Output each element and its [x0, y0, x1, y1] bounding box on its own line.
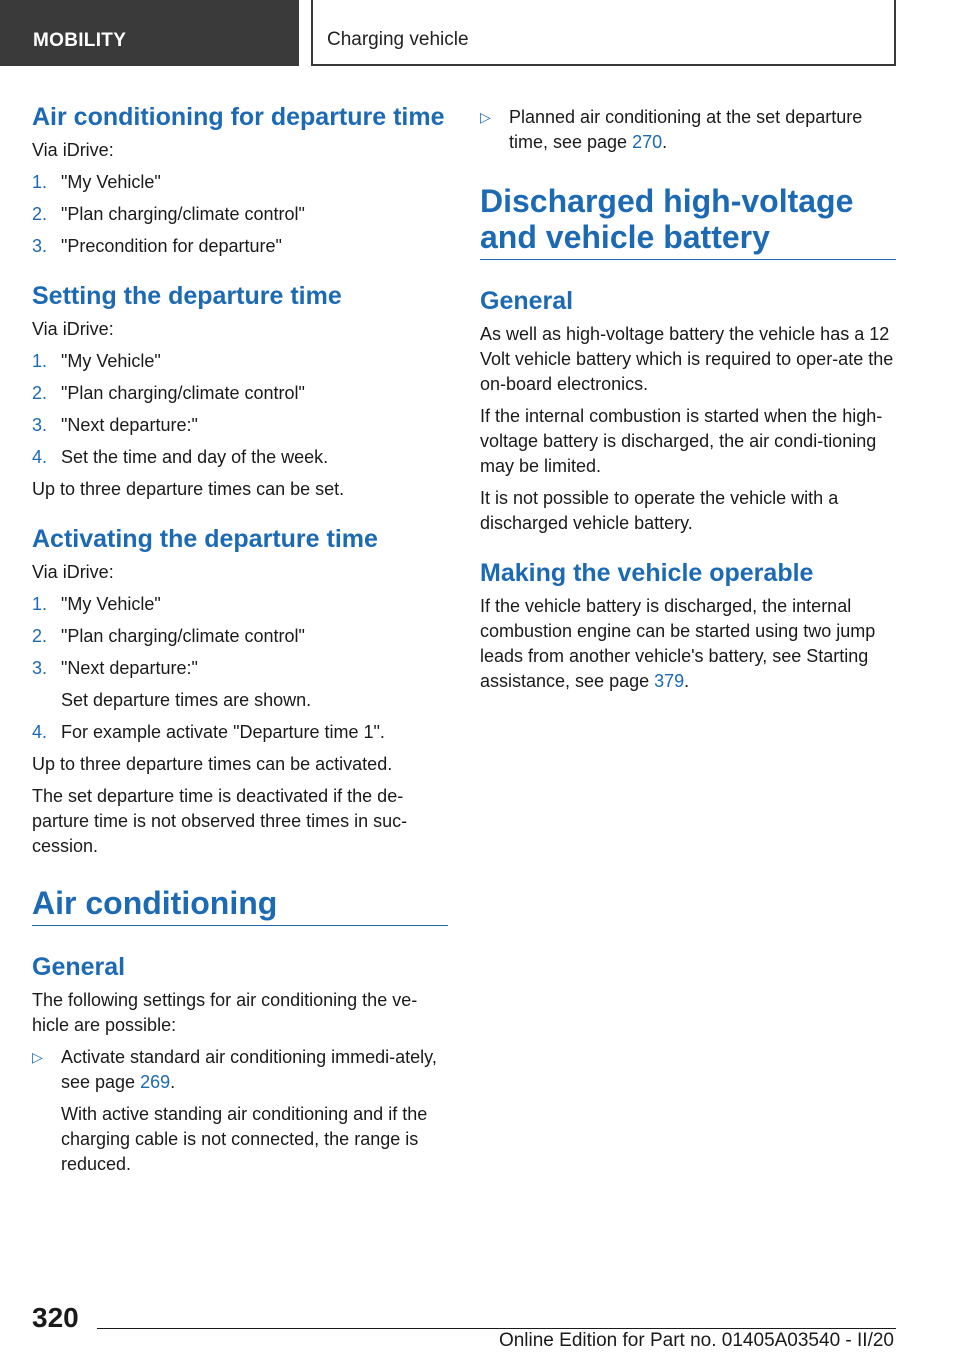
- list-item: 3. "Next departure:" Set departure times are shown.: [32, 658, 312, 710]
- list-item: 2. "Plan charging/climate control": [32, 383, 305, 403]
- intro-text: The following settings for air conditioning the ve-hicle are possible:: [32, 990, 418, 1035]
- intro-text: Via iDrive:: [32, 562, 114, 582]
- page-link-379[interactable]: 379: [654, 671, 685, 691]
- paragraph: It is not possible to operate the vehicle with a discharged vehicle battery.: [480, 488, 839, 533]
- steps-departure-ac: [32, 170, 448, 259]
- note-text: Up to three departure times can be activated.: [32, 754, 393, 774]
- right-column: [480, 100, 896, 694]
- heading-discharged-battery: Discharged high-voltage and vehicle battery: [480, 183, 896, 260]
- bullet-list-ac-cont: [480, 105, 896, 155]
- list-item: 1. "My Vehicle": [32, 351, 161, 371]
- list-item: ▷ Activate standard air conditioning immedi-ately, see page 269. With active standing air conditioning and if the charging cable is not connected, the range is reduced.: [32, 1047, 437, 1174]
- steps-activating-departure: [32, 592, 448, 745]
- page-link-270[interactable]: 270: [632, 132, 663, 152]
- list-item: 2. "Plan charging/climate control": [32, 626, 305, 646]
- list-item: ▷ Planned air conditioning at the set departure time, see page 270.: [480, 107, 863, 152]
- steps-setting-departure: [32, 349, 448, 470]
- list-item: 3. "Precondition for departure": [32, 236, 282, 256]
- subheading-general: General: [480, 287, 574, 315]
- intro-text: Via iDrive:: [32, 319, 114, 339]
- left-column: [32, 100, 448, 1184]
- note-text: The set departure time is deactivated if the de-parture time is not observed three times in suc-cession.: [32, 786, 408, 856]
- note-text: Up to three departure times can be set.: [32, 479, 345, 499]
- triangle-bullet-icon: ▷: [32, 1049, 43, 1065]
- intro-text: Via iDrive:: [32, 140, 114, 160]
- page-link-269[interactable]: 269: [140, 1072, 171, 1092]
- paragraph: If the vehicle battery is discharged, the internal combustion engine can be started using two jump leads from another vehicle's battery, see Starting assistance, see page 379.: [480, 596, 876, 691]
- heading-setting-departure: Setting the departure time: [32, 282, 342, 310]
- edition-text: Online Edition for Part no. 01405A03540 - II/20: [498, 1330, 894, 1351]
- page-header: [0, 0, 960, 66]
- list-item: 3. "Next departure:": [32, 415, 198, 435]
- list-item: 4. Set the time and day of the week.: [32, 447, 329, 467]
- heading-departure-ac: Air conditioning for departure time: [32, 103, 445, 131]
- section-tab: [0, 0, 299, 66]
- bullet-list-ac: [32, 1045, 448, 1177]
- chapter-label: Charging vehicle: [327, 29, 469, 50]
- subheading-general: General: [32, 953, 126, 981]
- footer-divider: [97, 1328, 896, 1329]
- page-footer: [0, 1290, 960, 1362]
- page-number: 320: [32, 1302, 79, 1333]
- section-label: MOBILITY: [33, 30, 127, 51]
- paragraph: As well as high-voltage battery the vehicle has a 12 Volt vehicle battery which is required to oper-ate the on-board electronics.: [480, 324, 894, 394]
- triangle-bullet-icon: ▷: [480, 109, 491, 125]
- heading-air-conditioning: Air conditioning: [32, 885, 448, 926]
- paragraph: If the internal combustion is started when the high-voltage battery is discharged, the air condi-tioning may be limited.: [480, 406, 883, 476]
- list-item: 1. "My Vehicle": [32, 172, 161, 192]
- list-item: 2. "Plan charging/climate control": [32, 204, 305, 224]
- chapter-tab: [311, 0, 896, 66]
- list-item: 4. For example activate "Departure time 1".: [32, 722, 385, 742]
- heading-making-operable: Making the vehicle operable: [480, 559, 814, 587]
- list-item: 1. "My Vehicle": [32, 594, 161, 614]
- heading-activating-departure: Activating the departure time: [32, 525, 378, 553]
